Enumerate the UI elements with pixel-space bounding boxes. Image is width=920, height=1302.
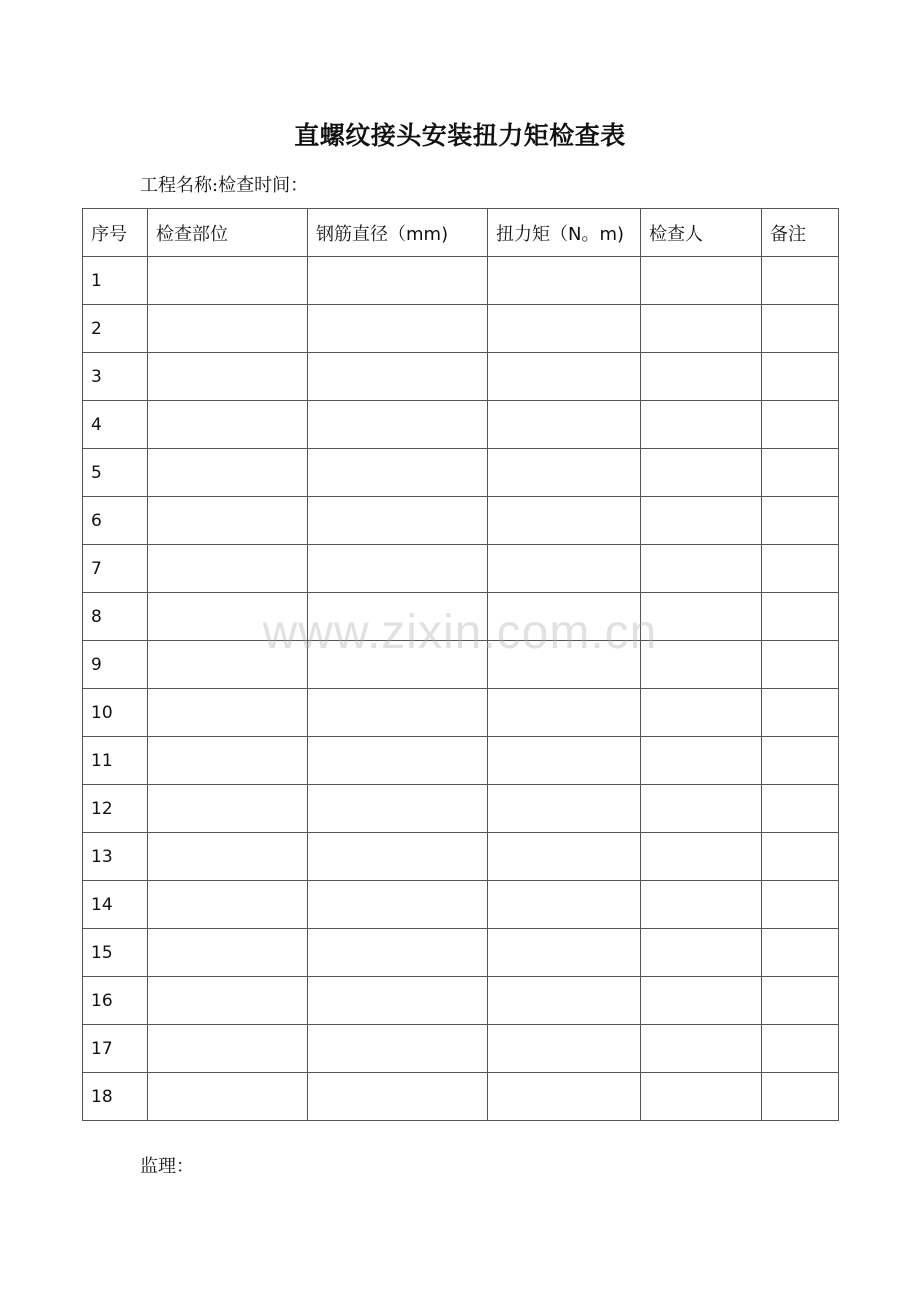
inspector-cell (641, 497, 762, 545)
torque-cell (488, 353, 641, 401)
torque-cell (488, 977, 641, 1025)
table-row (83, 449, 839, 497)
table-row (83, 305, 839, 353)
document-title: 直螺纹接头安装扭力矩检查表 (294, 121, 626, 150)
rebar-diameter-cell (308, 929, 488, 977)
table-row (83, 785, 839, 833)
location-cell (148, 497, 308, 545)
supervisor-line: 监理： (140, 1156, 194, 1177)
torque-cell (488, 545, 641, 593)
rebar-diameter-cell (308, 305, 488, 353)
table-row (83, 977, 839, 1025)
inspection-table (82, 208, 839, 1121)
table-row (83, 929, 839, 977)
remarks-cell (762, 785, 839, 833)
row-number-cell: 5 (83, 449, 148, 497)
header-remarks: 备注 (762, 209, 839, 257)
header-index: 序号 (83, 209, 148, 257)
remarks-cell (762, 305, 839, 353)
table-row (83, 257, 839, 305)
inspector-cell (641, 689, 762, 737)
torque-cell (488, 881, 641, 929)
location-cell (148, 833, 308, 881)
inspector-cell (641, 929, 762, 977)
inspector-cell (641, 881, 762, 929)
inspector-cell (641, 1073, 762, 1121)
rebar-diameter-cell (308, 977, 488, 1025)
location-cell (148, 545, 308, 593)
table-row (83, 833, 839, 881)
header-inspector: 检查人 (641, 209, 762, 257)
torque-cell (488, 929, 641, 977)
table-row (83, 545, 839, 593)
remarks-cell (762, 737, 839, 785)
table-row (83, 353, 839, 401)
torque-cell (488, 737, 641, 785)
header-location: 检查部位 (148, 209, 308, 257)
location-cell (148, 1025, 308, 1073)
location-cell (148, 929, 308, 977)
table-header-row (83, 209, 839, 257)
remarks-cell (762, 545, 839, 593)
row-number-cell: 17 (83, 1025, 148, 1073)
rebar-diameter-cell (308, 689, 488, 737)
rebar-diameter-cell (308, 881, 488, 929)
location-cell (148, 785, 308, 833)
rebar-diameter-cell (308, 449, 488, 497)
remarks-cell (762, 641, 839, 689)
table-row (83, 497, 839, 545)
location-cell (148, 689, 308, 737)
remarks-cell (762, 353, 839, 401)
torque-cell (488, 833, 641, 881)
row-number-cell: 7 (83, 545, 148, 593)
table-row (83, 737, 839, 785)
row-number-cell: 9 (83, 641, 148, 689)
header-rebar-diameter: 钢筋直径（mm) (308, 209, 488, 257)
location-cell (148, 641, 308, 689)
header-torque: 扭力矩（N。m) (488, 209, 641, 257)
inspector-cell (641, 785, 762, 833)
table-row (83, 1025, 839, 1073)
rebar-diameter-cell (308, 545, 488, 593)
inspector-cell (641, 257, 762, 305)
torque-cell (488, 689, 641, 737)
remarks-cell (762, 689, 839, 737)
inspector-cell (641, 353, 762, 401)
rebar-diameter-cell (308, 785, 488, 833)
torque-cell (488, 785, 641, 833)
row-number-cell: 8 (83, 593, 148, 641)
remarks-cell (762, 833, 839, 881)
inspector-cell (641, 305, 762, 353)
inspector-cell (641, 401, 762, 449)
rebar-diameter-cell (308, 257, 488, 305)
row-number-cell: 12 (83, 785, 148, 833)
location-cell (148, 353, 308, 401)
remarks-cell (762, 257, 839, 305)
row-number-cell: 11 (83, 737, 148, 785)
row-number-cell: 10 (83, 689, 148, 737)
row-number-cell: 1 (83, 257, 148, 305)
inspector-cell (641, 545, 762, 593)
remarks-cell (762, 929, 839, 977)
location-cell (148, 881, 308, 929)
row-number-cell: 4 (83, 401, 148, 449)
inspector-cell (641, 833, 762, 881)
table-row (83, 881, 839, 929)
rebar-diameter-cell (308, 497, 488, 545)
location-cell (148, 401, 308, 449)
inspector-cell (641, 449, 762, 497)
location-cell (148, 1073, 308, 1121)
rebar-diameter-cell (308, 641, 488, 689)
rebar-diameter-cell (308, 353, 488, 401)
location-cell (148, 593, 308, 641)
torque-cell (488, 641, 641, 689)
row-number-cell: 3 (83, 353, 148, 401)
project-info-line: 工程名称:检查时间： (140, 175, 309, 196)
remarks-cell (762, 593, 839, 641)
table-row (83, 593, 839, 641)
torque-cell (488, 1025, 641, 1073)
inspector-cell (641, 641, 762, 689)
watermark: www.zixin.com.cn (262, 606, 658, 659)
torque-cell (488, 257, 641, 305)
rebar-diameter-cell (308, 833, 488, 881)
row-number-cell: 16 (83, 977, 148, 1025)
remarks-cell (762, 977, 839, 1025)
row-number-cell: 14 (83, 881, 148, 929)
inspector-cell (641, 977, 762, 1025)
table-body (83, 257, 839, 1121)
table-row (83, 1073, 839, 1121)
remarks-cell (762, 449, 839, 497)
row-number-cell: 6 (83, 497, 148, 545)
torque-cell (488, 593, 641, 641)
torque-cell (488, 401, 641, 449)
row-number-cell: 13 (83, 833, 148, 881)
inspector-cell (641, 737, 762, 785)
torque-cell (488, 497, 641, 545)
row-number-cell: 15 (83, 929, 148, 977)
location-cell (148, 449, 308, 497)
torque-cell (488, 305, 641, 353)
table-row (83, 689, 839, 737)
rebar-diameter-cell (308, 401, 488, 449)
rebar-diameter-cell (308, 737, 488, 785)
location-cell (148, 305, 308, 353)
row-number-cell: 18 (83, 1073, 148, 1121)
torque-cell (488, 1073, 641, 1121)
inspector-cell (641, 593, 762, 641)
torque-cell (488, 449, 641, 497)
remarks-cell (762, 1025, 839, 1073)
row-number-cell: 2 (83, 305, 148, 353)
remarks-cell (762, 881, 839, 929)
inspector-cell (641, 1025, 762, 1073)
remarks-cell (762, 401, 839, 449)
table-row (83, 641, 839, 689)
location-cell (148, 977, 308, 1025)
location-cell (148, 737, 308, 785)
table-row (83, 401, 839, 449)
rebar-diameter-cell (308, 593, 488, 641)
rebar-diameter-cell (308, 1073, 488, 1121)
rebar-diameter-cell (308, 1025, 488, 1073)
remarks-cell (762, 497, 839, 545)
remarks-cell (762, 1073, 839, 1121)
location-cell (148, 257, 308, 305)
